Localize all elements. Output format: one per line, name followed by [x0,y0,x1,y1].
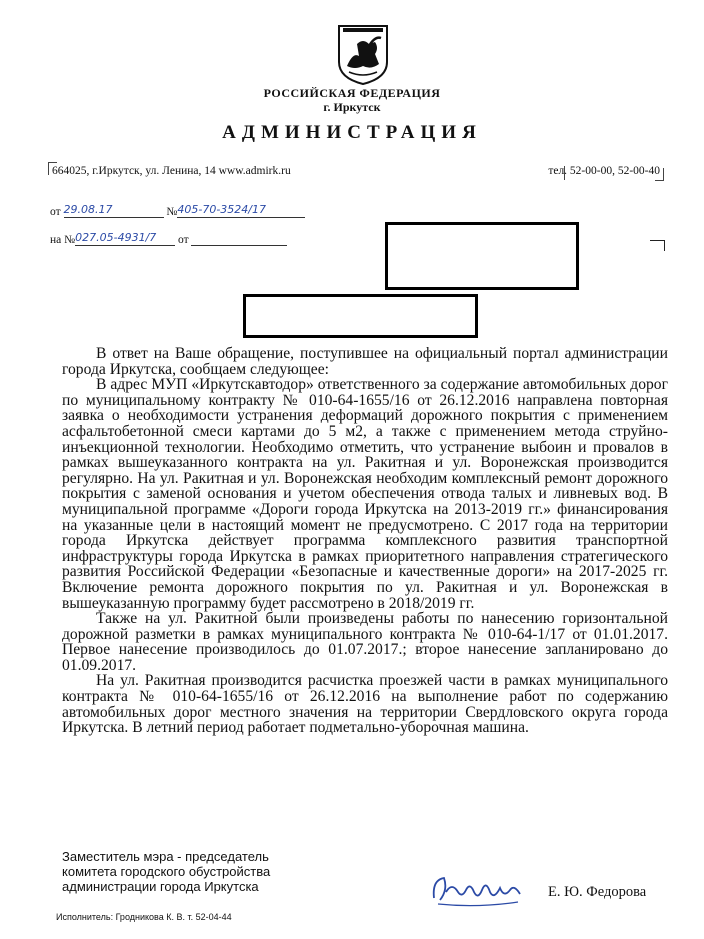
letter-body [62,346,668,736]
ref-date-field [191,231,287,246]
ref-number-field [75,231,175,246]
signatory-title-line: комитета городского обустройства [62,864,271,879]
date-value: 29.08.17 [63,203,113,216]
signatory-title-line: Заместитель мэра - председатель [62,849,269,864]
org-title: АДМИНИСТРАЦИЯ [222,122,482,143]
number-field [177,203,305,218]
number-value: 405-70-3524/17 [177,203,266,216]
redacted-addressee [385,222,579,290]
ref-number-value: 027.05-4931/7 [75,231,157,244]
signatory-title [62,849,342,894]
paragraph: В адрес МУП «Иркутскавтодор» ответственного за содержание автомобильных дорог по муниципальному контракту № 010-64-1655/16 от 26.12.2016 направлена повторная заявка о необходимости устранения деформаций дорожного покрытия с применением асфальтобетонной смеси картами до 5 м2, а также с применением метода струйно-инъекционной технологии. Необходимо отметить, что устранение выбоин и провалов в рамках вышеуказанного контракта на ул. Ракитная и ул. Воронежская производится регулярно. На ул. Ракитная и ул. Воронежская необходим комплексный ремонт дорожного покрытия с заменой основания и учетом обеспечения отвода талых и ливневых вод. В муниципальной программе «Дороги города Иркутска на 2013-2019 гг.» финансирования на указанные цели в настоящий момент не предусмотрено. С 2017 года на территории города Иркутска действует программа комплексного развития транспортной инфраструктуры города Иркутска в рамках приоритетного направления стратегического развития Российской Федерации «Безопасные и качественные дороги» на 2017-2025 гг. Включение ремонта дорожного покрытия по ул. Ракитная и ул. Воронежская в вышеуказанную программу будет рассмотрено в 2018/2019 гг. [62,376,668,612]
country-title: РОССИЙСКАЯ ФЕДЕРАЦИЯ [263,86,441,100]
from-label: от [50,206,61,218]
signatory-name: Е. Ю. Федорова [548,884,647,900]
paragraph: На ул. Ракитная производится расчистка проезжей части в рамках муниципального контракта № 010-64-1655/16 от 26.12.2016 на выполнение работ по содержанию автомобильных дорог местного значения на территории Свердловского округа города Иркутска. В летний период работает подметально-уборочная машина. [62,672,668,737]
redacted-salutation [243,294,478,338]
incoming-reg-line [50,231,287,246]
paragraph: В ответ на Ваше обращение, поступившее на официальный портал администрации города Иркутска, сообщаем следующее: [62,345,668,378]
contacts-bar [48,162,664,182]
phones-text: тел. 52-00-00, 52-00-40 [548,165,660,177]
ref-label: на № [50,234,76,246]
signatory-title-line: администрации города Иркутска [62,879,259,894]
number-label: № [166,206,178,218]
addressee-corner-mark [650,240,665,251]
executor-info: Исполнитель: Гродникова К. В. т. 52-04-44 [56,912,232,922]
ref-from-label: от [177,234,189,246]
city-title: г. Иркутск [323,100,381,114]
coat-of-arms-icon [335,22,391,86]
handwritten-signature [428,868,528,912]
date-field [64,203,164,218]
address-text: 664025, г.Иркутск, ул. Ленина, 14 www.admirk.ru [52,165,291,177]
outgoing-reg-line [50,203,305,218]
paragraph: Также на ул. Ракитной были произведены работы по нанесению горизонтальной дорожной разметки в рамках муниципального контракта № 010-64-1/17 от 01.01.2017. Первое нанесение производилось до 01.07.2017.; второе нанесение запланировано до 01.09.2017. [62,610,668,674]
